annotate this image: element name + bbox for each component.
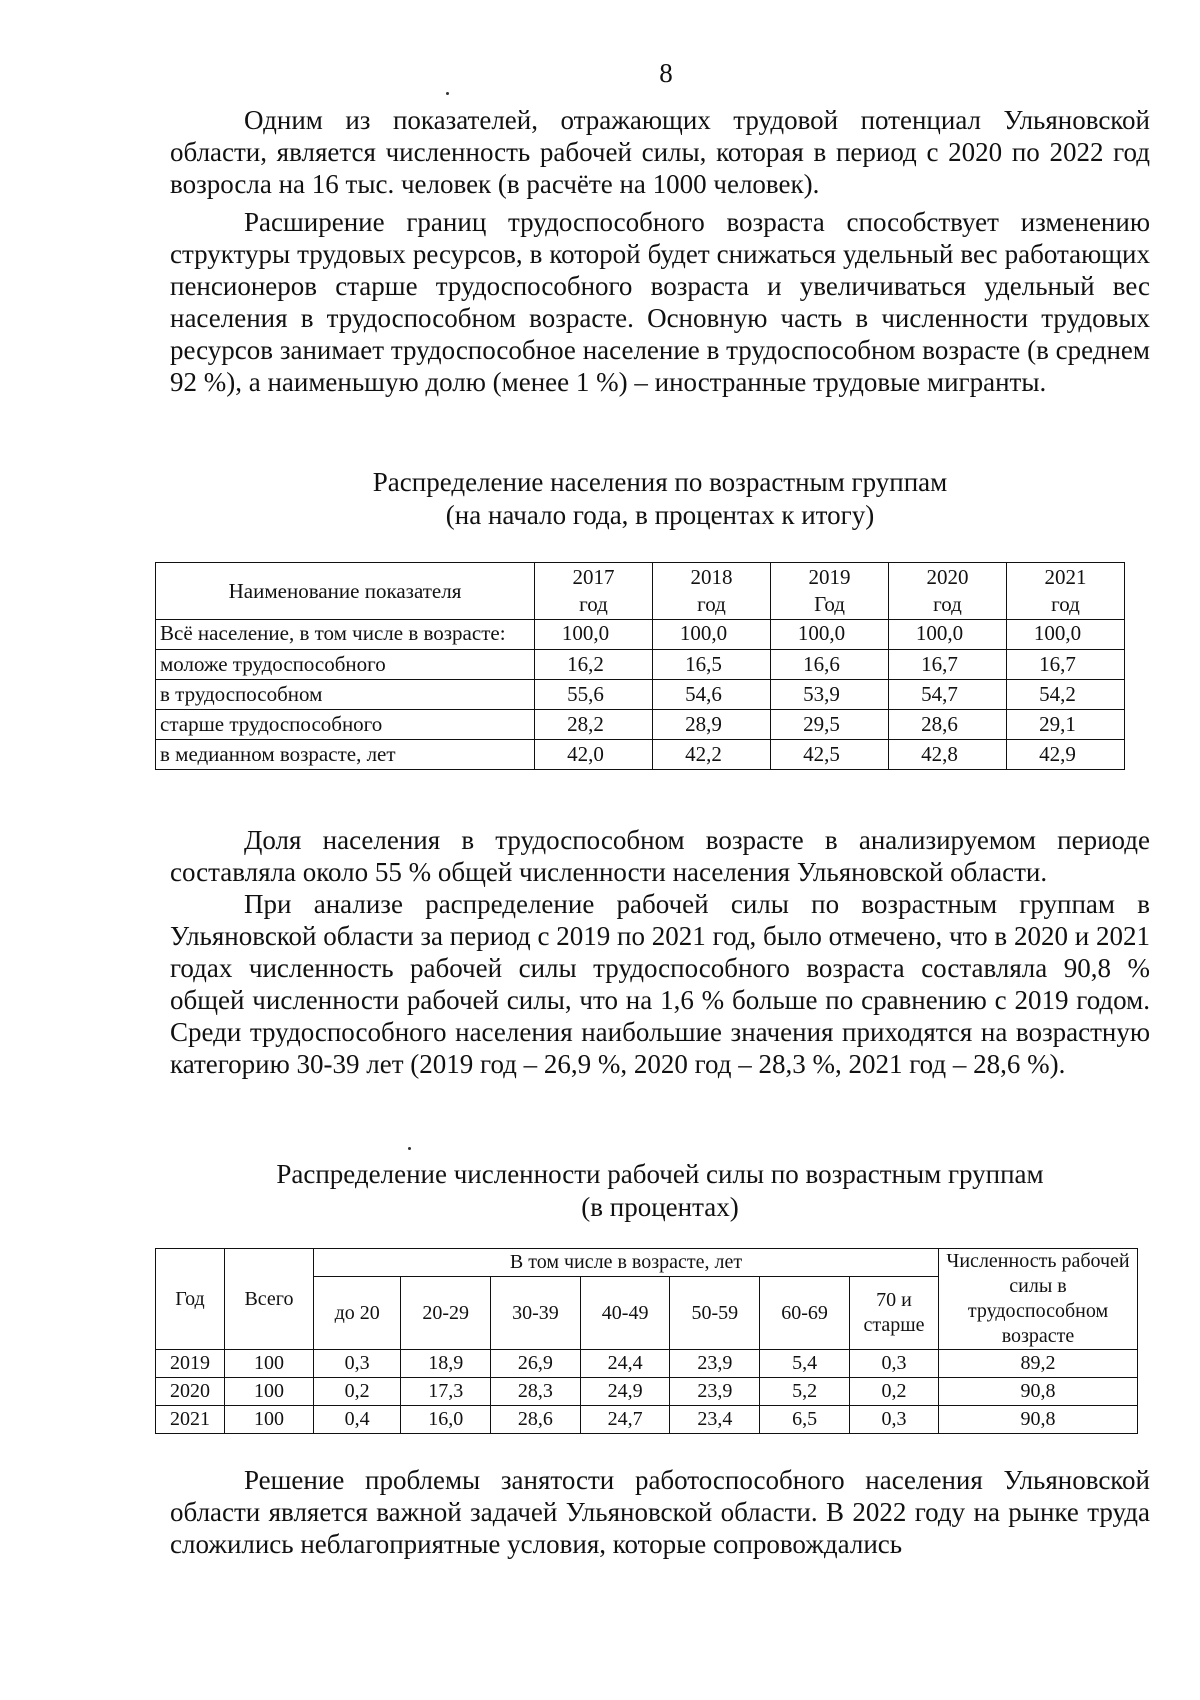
cell-value: 24,7: [580, 1406, 670, 1434]
cell-value: 0,3: [850, 1406, 939, 1434]
cell-value: 0,3: [850, 1350, 939, 1378]
cell-value: 100,0: [1007, 620, 1125, 650]
cell-value: 16,5: [653, 650, 771, 680]
cell-value: 16,0: [401, 1406, 491, 1434]
row-label: в медианном возрасте, лет: [156, 740, 535, 770]
paragraph-employment-problem: Решение проблемы занятости работоспособного населения Ульяновской области является важной задачей Ульяновской области. В 2022 году на рынке труда сложились неблагоприятные условия, которые сопровождались: [170, 1465, 1150, 1559]
population-age-table: [155, 562, 1125, 770]
cell-value: 16,2: [535, 650, 653, 680]
cell-value: 29,1: [1007, 710, 1125, 740]
cell-value: 100,0: [653, 620, 771, 650]
cell-value: 0,3: [314, 1350, 401, 1378]
cell-value: 28,6: [889, 710, 1007, 740]
row-label: старше трудоспособного: [156, 710, 535, 740]
cell-value: 42,0: [535, 740, 653, 770]
cell-value: 55,6: [535, 680, 653, 710]
age-group-header: 60-69: [760, 1277, 850, 1350]
cell-value: 17,3: [401, 1378, 491, 1406]
cell-value: 42,9: [1007, 740, 1125, 770]
table-row: [156, 680, 1125, 710]
cell-value: 53,9: [771, 680, 889, 710]
row-year: 2021: [156, 1406, 225, 1434]
cell-value: 100,0: [771, 620, 889, 650]
cell-value: 42,5: [771, 740, 889, 770]
cell-value: 18,9: [401, 1350, 491, 1378]
table-row: [156, 650, 1125, 680]
cell-working-age: 89,2: [939, 1350, 1138, 1378]
scan-speck: [446, 92, 449, 95]
paragraph-working-age-share: Доля населения в трудоспособном возрасте в анализируемом периоде составляла около 55 % общей численности населения Ульяновской области.: [170, 825, 1150, 887]
table2-header-age-group: В том числе в возрасте, лет: [314, 1249, 939, 1277]
table1-header-year: 2019 Год: [771, 563, 889, 620]
paragraph-labor-force-analysis: При анализе распределение рабочей силы по возрастным группам в Ульяновской области за период с 2019 по 2021 год, было отмечено, что в 2020 и 2021 годах численность рабочей силы трудоспособного возраста составляла 90,8 % общей численности рабочей силы, что на 1,6 % больше по сравнению с 2019 годом. Среди трудоспособного населения наибольшие значения приходятся на возрастную категорию 30-39 лет (2019 год – 26,9 %, 2020 год – 28,3 %, 2021 год – 28,6 %).: [170, 889, 1150, 1079]
cell-value: 28,9: [653, 710, 771, 740]
table2-header-working-age: Численность рабочей силы в трудоспособном возрасте: [939, 1249, 1138, 1350]
row-label: моложе трудоспособного: [156, 650, 535, 680]
cell-value: 16,7: [889, 650, 1007, 680]
table2-caption: [170, 1158, 1150, 1224]
cell-value: 28,2: [535, 710, 653, 740]
paragraph-labor-force: Одним из показателей, отражающих трудовой потенциал Ульяновской области, является численность рабочей силы, которая в период с 2020 по 2022 год возросла на 16 тыс. человек (в расчёте на 1000 человек).: [170, 105, 1150, 199]
cell-value: 100,0: [535, 620, 653, 650]
cell-value: 23,9: [670, 1378, 760, 1406]
cell-value: 5,4: [760, 1350, 850, 1378]
table-row: [156, 1378, 1138, 1406]
cell-value: 0,2: [850, 1378, 939, 1406]
cell-value: 42,2: [653, 740, 771, 770]
age-group-header: 30-39: [491, 1277, 581, 1350]
table1-header-row: [156, 563, 1125, 620]
cell-value: 23,4: [670, 1406, 760, 1434]
cell-value: 0,2: [314, 1378, 401, 1406]
cell-value: 24,4: [580, 1350, 670, 1378]
table2-header-total: Всего: [225, 1249, 314, 1350]
age-group-header: 40-49: [580, 1277, 670, 1350]
table-row: [156, 740, 1125, 770]
cell-working-age: 90,8: [939, 1406, 1138, 1434]
table2-header-year: Год: [156, 1249, 225, 1350]
cell-value: 26,9: [491, 1350, 581, 1378]
row-year: 2019: [156, 1350, 225, 1378]
cell-value: 16,7: [1007, 650, 1125, 680]
row-year: 2020: [156, 1378, 225, 1406]
cell-value: 54,6: [653, 680, 771, 710]
table-row: [156, 1406, 1138, 1434]
row-total: 100: [225, 1350, 314, 1378]
cell-value: 28,6: [491, 1406, 581, 1434]
table-row: [156, 620, 1125, 650]
table2-caption-subtitle: (в процентах): [581, 1192, 739, 1222]
table1-caption-title: Распределение населения по возрастным группам: [372, 467, 948, 497]
table-row: [156, 1350, 1138, 1378]
cell-value: 54,2: [1007, 680, 1125, 710]
table1-header-year: 2017 год: [535, 563, 653, 620]
paragraph-age-boundaries: Расширение границ трудоспособного возраста способствует изменению структуры трудовых ресурсов, в которой будет снижаться удельный вес работающих пенсионеров старше трудоспособного возраста и увеличиваться удельный вес населения в трудоспособном возрасте. Основную часть в численности трудовых ресурсов занимает трудоспособное население в трудоспособном возрасте (в среднем 92 %), а наименьшую долю (менее 1 %) – иностранные трудовые мигранты.: [170, 207, 1150, 397]
cell-value: 24,9: [580, 1378, 670, 1406]
row-label: в трудоспособном: [156, 680, 535, 710]
cell-value: 23,9: [670, 1350, 760, 1378]
age-group-header: 50-59: [670, 1277, 760, 1350]
cell-value: 28,3: [491, 1378, 581, 1406]
cell-working-age: 90,8: [939, 1378, 1138, 1406]
scan-speck: [408, 1147, 411, 1150]
cell-value: 29,5: [771, 710, 889, 740]
table1-caption: [170, 466, 1150, 532]
table1-header-label: Наименование показателя: [156, 563, 535, 620]
age-group-header: 20-29: [401, 1277, 491, 1350]
page-number: 8: [659, 58, 673, 88]
table2-header-row: [156, 1249, 1138, 1277]
table1-header-year: 2021 год: [1007, 563, 1125, 620]
age-group-header: до 20: [314, 1277, 401, 1350]
cell-value: 16,6: [771, 650, 889, 680]
table1-header-year: 2018 год: [653, 563, 771, 620]
cell-value: 0,4: [314, 1406, 401, 1434]
table2-caption-title: Распределение численности рабочей силы по возрастным группам: [276, 1159, 1044, 1189]
row-total: 100: [225, 1378, 314, 1406]
cell-value: 100,0: [889, 620, 1007, 650]
table1-caption-subtitle: (на начало года, в процентах к итогу): [445, 500, 875, 530]
cell-value: 42,8: [889, 740, 1007, 770]
cell-value: 54,7: [889, 680, 1007, 710]
cell-value: 6,5: [760, 1406, 850, 1434]
row-label: Всё население, в том числе в возрасте:: [156, 620, 535, 650]
row-total: 100: [225, 1406, 314, 1434]
table1-header-year: 2020 год: [889, 563, 1007, 620]
table-row: [156, 710, 1125, 740]
labor-force-age-table: [155, 1248, 1138, 1434]
cell-value: 5,2: [760, 1378, 850, 1406]
age-group-header: 70 и старше: [850, 1277, 939, 1350]
